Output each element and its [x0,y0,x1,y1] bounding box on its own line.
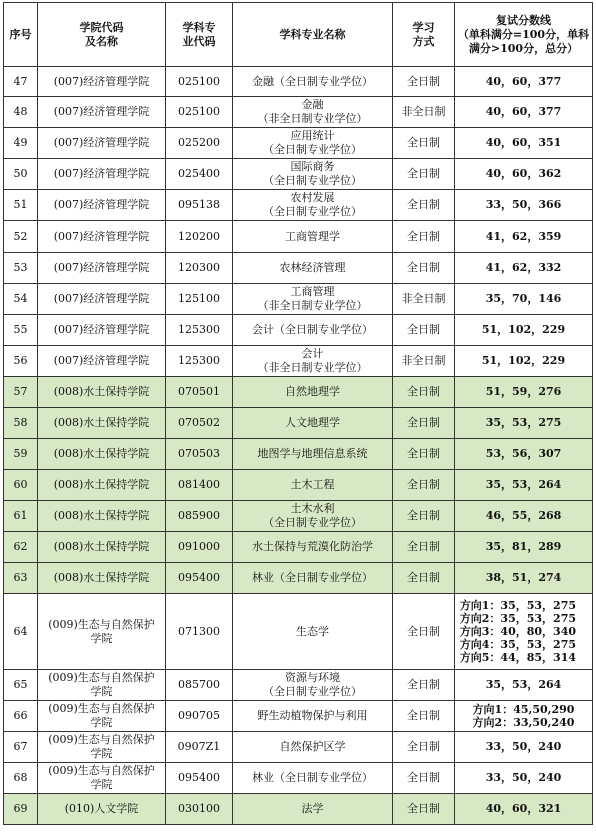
cell-code: 095400 [166,563,233,594]
cell-mode: 全日制 [393,439,455,470]
cell-major: 土木工程 [233,470,393,501]
table-row [4,315,593,346]
cell-score: 41，62，359 [455,221,593,253]
cell-college: (008)水土保持学院 [38,532,166,563]
cell-score: 51，102，229 [455,346,593,377]
cell-no: 52 [4,221,38,253]
cell-mode: 全日制 [393,532,455,563]
table-row [4,253,593,284]
cell-college: (007)经济管理学院 [38,190,166,221]
cell-score: 40，60，321 [455,794,593,825]
cell-code: 120300 [166,253,233,284]
cell-mode: 全日制 [393,159,455,190]
table-row [4,470,593,501]
cell-no: 61 [4,501,38,532]
cell-score: 53，56，307 [455,439,593,470]
cell-college: (008)水土保持学院 [38,408,166,439]
cell-major: 金融（全日制专业学位） [233,67,393,97]
table-row [4,67,593,97]
cell-college: (007)经济管理学院 [38,253,166,284]
header-mode: 学习 方式 [393,3,455,67]
cell-mode: 全日制 [393,253,455,284]
table-row [4,563,593,594]
cell-mode: 全日制 [393,128,455,159]
cell-no: 69 [4,794,38,825]
cell-mode: 非全日制 [393,97,455,128]
cell-no: 68 [4,763,38,794]
cell-score: 35，53，264 [455,470,593,501]
cell-major: 农林经济管理 [233,253,393,284]
cell-no: 62 [4,532,38,563]
cell-no: 53 [4,253,38,284]
cell-code: 070501 [166,377,233,408]
cell-no: 59 [4,439,38,470]
cell-college: (007)经济管理学院 [38,159,166,190]
cell-college: (007)经济管理学院 [38,346,166,377]
cell-college: (007)经济管理学院 [38,67,166,97]
cell-score: 方向1：45,50,290 方向2：33,50,240 [455,701,593,732]
cell-college: (007)经济管理学院 [38,128,166,159]
cell-mode: 全日制 [393,190,455,221]
cell-mode: 非全日制 [393,346,455,377]
cell-college: (007)经济管理学院 [38,221,166,253]
cell-college: (008)水土保持学院 [38,377,166,408]
cell-score: 35，70，146 [455,284,593,315]
cell-code: 025100 [166,97,233,128]
header-no: 序号 [4,3,38,67]
cell-college: (009)生态与自然保护 学院 [38,732,166,763]
cell-code: 095138 [166,190,233,221]
cell-major: 生态学 [233,594,393,670]
cell-college: (009)生态与自然保护 学院 [38,763,166,794]
cell-code: 030100 [166,794,233,825]
table-body [4,67,593,825]
cell-code: 090705 [166,701,233,732]
cell-no: 54 [4,284,38,315]
cell-major: 农村发展 （全日制专业学位） [233,190,393,221]
cell-no: 55 [4,315,38,346]
cell-mode: 全日制 [393,221,455,253]
cell-mode: 全日制 [393,408,455,439]
cell-no: 50 [4,159,38,190]
cell-mode: 全日制 [393,763,455,794]
cell-mode: 全日制 [393,563,455,594]
cell-no: 47 [4,67,38,97]
cell-no: 58 [4,408,38,439]
cell-code: 081400 [166,470,233,501]
table-row [4,377,593,408]
table-row [4,701,593,732]
cell-mode: 全日制 [393,501,455,532]
cell-code: 120200 [166,221,233,253]
cell-mode: 全日制 [393,732,455,763]
cell-mode: 全日制 [393,470,455,501]
header-major: 学科专业名称 [233,3,393,67]
table-row [4,97,593,128]
cell-code: 070502 [166,408,233,439]
cell-major: 水土保持与荒漠化防治学 [233,532,393,563]
cell-score: 40，60，351 [455,128,593,159]
cell-major: 金融 （非全日制专业学位） [233,97,393,128]
cell-college: (009)生态与自然保护 学院 [38,701,166,732]
cell-college: (007)经济管理学院 [38,284,166,315]
cell-score: 方向1：35，53，275 方向2：35，53，275 方向3：40，80，340 方向4：35，53，275 方向5：44，85，314 [455,594,593,670]
cell-no: 66 [4,701,38,732]
cell-score: 33，50，366 [455,190,593,221]
table-row [4,159,593,190]
cell-no: 65 [4,670,38,701]
cell-major: 法学 [233,794,393,825]
cell-college: (008)水土保持学院 [38,501,166,532]
cell-college: (008)水土保持学院 [38,470,166,501]
cell-no: 63 [4,563,38,594]
cell-major: 野生动植物保护与利用 [233,701,393,732]
cell-no: 51 [4,190,38,221]
cell-mode: 非全日制 [393,284,455,315]
cell-code: 125300 [166,346,233,377]
cell-mode: 全日制 [393,315,455,346]
cell-no: 56 [4,346,38,377]
cell-college: (009)生态与自然保护 学院 [38,670,166,701]
score-table [3,2,593,825]
cell-code: 085900 [166,501,233,532]
cell-mode: 全日制 [393,67,455,97]
table-row [4,284,593,315]
cell-mode: 全日制 [393,794,455,825]
cell-major: 资源与环境 （全日制专业学位） [233,670,393,701]
cell-college: (010)人文学院 [38,794,166,825]
header-code: 学科专 业代码 [166,3,233,67]
cell-no: 60 [4,470,38,501]
cell-score: 51，59，276 [455,377,593,408]
cell-college: (008)水土保持学院 [38,439,166,470]
cell-major: 人文地理学 [233,408,393,439]
cell-mode: 全日制 [393,701,455,732]
cell-code: 0907Z1 [166,732,233,763]
cell-score: 35，53，275 [455,408,593,439]
table-row [4,346,593,377]
cell-major: 地图学与地理信息系统 [233,439,393,470]
table-row [4,594,593,670]
table-row [4,408,593,439]
cell-mode: 全日制 [393,377,455,408]
cell-mode: 全日制 [393,670,455,701]
cell-code: 070503 [166,439,233,470]
cell-code: 025400 [166,159,233,190]
cell-score: 40，60，377 [455,67,593,97]
cell-no: 48 [4,97,38,128]
cell-college: (007)经济管理学院 [38,97,166,128]
cell-code: 095400 [166,763,233,794]
cell-score: 33，50，240 [455,763,593,794]
cell-major: 林业（全日制专业学位） [233,563,393,594]
cell-score: 41，62，332 [455,253,593,284]
cell-major: 国际商务 （全日制专业学位） [233,159,393,190]
cell-mode: 全日制 [393,594,455,670]
header-college: 学院代码 及名称 [38,3,166,67]
header-score: 复试分数线 （单科满分=100分，单科 满分>100分，总分） [455,3,593,67]
cell-score: 40，60，362 [455,159,593,190]
table-row [4,190,593,221]
cell-code: 091000 [166,532,233,563]
table-row [4,532,593,563]
cell-major: 自然保护区学 [233,732,393,763]
cell-code: 071300 [166,594,233,670]
cell-major: 会计（全日制专业学位） [233,315,393,346]
table-row [4,128,593,159]
cell-no: 64 [4,594,38,670]
cell-score: 51，102，229 [455,315,593,346]
cell-no: 49 [4,128,38,159]
cell-college: (008)水土保持学院 [38,563,166,594]
cell-score: 40，60，377 [455,97,593,128]
cell-score: 35，81，289 [455,532,593,563]
cell-major: 自然地理学 [233,377,393,408]
cell-code: 125300 [166,315,233,346]
cell-no: 67 [4,732,38,763]
cell-score: 38，51，274 [455,563,593,594]
table-row [4,794,593,825]
table-row [4,763,593,794]
header-row [4,3,593,67]
cell-score: 46，55，268 [455,501,593,532]
table-row [4,670,593,701]
table-row [4,501,593,532]
cell-score: 35，53，264 [455,670,593,701]
cell-score: 33，50，240 [455,732,593,763]
cell-code: 085700 [166,670,233,701]
table-row [4,439,593,470]
cell-college: (009)生态与自然保护 学院 [38,594,166,670]
cell-major: 林业（全日制专业学位） [233,763,393,794]
cell-major: 工商管理学 [233,221,393,253]
cell-major: 会计 （非全日制专业学位） [233,346,393,377]
cell-college: (007)经济管理学院 [38,315,166,346]
cell-major: 应用统计 （全日制专业学位） [233,128,393,159]
table-row [4,221,593,253]
table-row [4,732,593,763]
cell-major: 土木水利 （全日制专业学位） [233,501,393,532]
cell-code: 025200 [166,128,233,159]
cell-code: 125100 [166,284,233,315]
cell-major: 工商管理 （非全日制专业学位） [233,284,393,315]
cell-code: 025100 [166,67,233,97]
cell-no: 57 [4,377,38,408]
